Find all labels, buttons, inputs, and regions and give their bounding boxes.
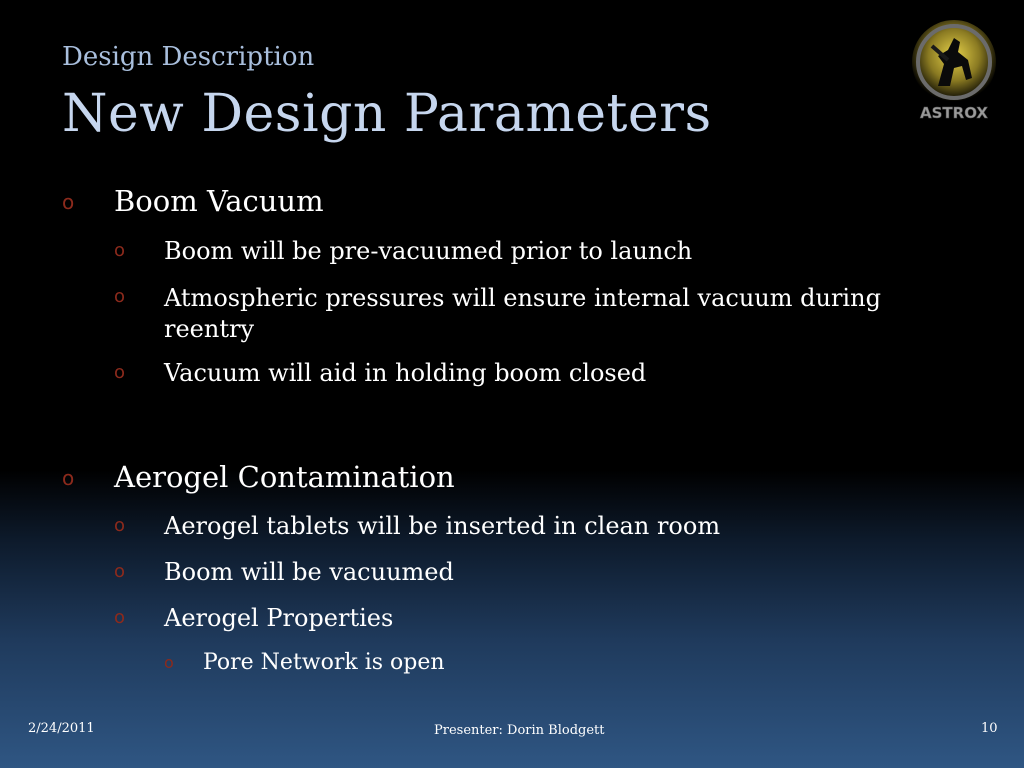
bullet-marker-icon: o: [164, 653, 174, 672]
bullet-marker-icon: o: [114, 515, 126, 536]
astrox-logo-graphic: [908, 16, 1000, 128]
footer-page-number: 10: [981, 721, 998, 736]
bullet-text: Boom will be pre-vacuumed prior to launch: [164, 237, 693, 265]
sub-bullet-aerogel-properties: [114, 604, 393, 632]
logo-text: ASTROX: [920, 104, 988, 122]
bullet-text: Aerogel Contamination: [114, 460, 455, 494]
sub-bullet-tablets: [114, 512, 720, 540]
bullet-marker-icon: o: [114, 286, 126, 307]
footer-presenter: Presenter: Dorin Blodgett: [434, 723, 605, 738]
bullet-text: Atmospheric pressures will ensure internal vacuum during reentry: [164, 284, 881, 343]
bullet-boom-vacuum: [62, 184, 324, 218]
bullet-marker-icon: o: [114, 240, 126, 261]
sub-bullet-boom-vacuumed: [114, 558, 454, 586]
bullet-text: Vacuum will aid in holding boom closed: [164, 359, 647, 387]
slide-title: New Design Parameters: [62, 84, 712, 144]
bullet-marker-icon: o: [114, 362, 126, 383]
bullet-text: Boom Vacuum: [114, 184, 324, 218]
sub-bullet-vacuum-aid: [114, 359, 646, 387]
bullet-text: Boom will be vacuumed: [164, 558, 454, 586]
bullet-marker-icon: o: [114, 561, 126, 582]
bullet-marker-icon: o: [62, 466, 75, 490]
astrox-logo: [908, 16, 1000, 128]
bullet-text: Aerogel Properties: [164, 604, 394, 632]
bullet-marker-icon: o: [62, 190, 75, 214]
slide-subtitle: Design Description: [62, 42, 315, 72]
bullet-aerogel-contamination: [62, 460, 455, 494]
sub-bullet-atmospheric: [114, 283, 894, 345]
sub-sub-bullet-pore-network: [164, 650, 445, 675]
bullet-marker-icon: o: [114, 607, 126, 628]
bullet-text: Aerogel tablets will be inserted in clean room: [164, 512, 721, 540]
bullet-text: Pore Network is open: [203, 650, 445, 675]
sub-bullet-prevacuumed: [114, 237, 692, 265]
footer-date: 2/24/2011: [28, 721, 95, 736]
